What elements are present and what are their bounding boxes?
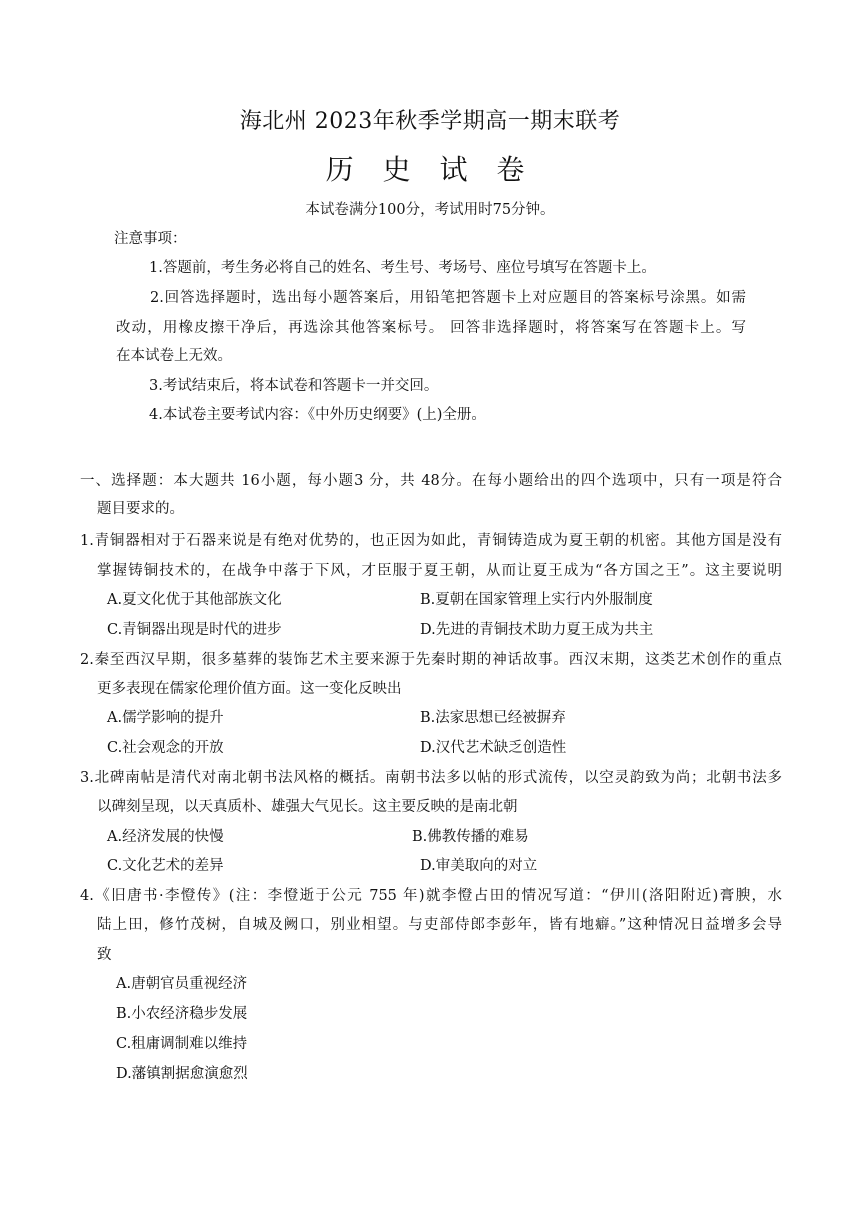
q1-stem-line-1: 1.青铜器相对于石器来说是有绝对优势的，也正因为如此，青铜铸造成为夏王朝的机密。其他方国是没有 [80,533,782,549]
q4-stem-line-3: 致 [97,947,112,963]
subject-title: 历 史 试 卷 [325,153,535,186]
q4-option-c: C.租庸调制难以维持 [116,1036,248,1052]
q4-option-d: D.藩镇割据愈演愈烈 [116,1066,248,1082]
section-heading-line-1: 一、选择题：本大题共 16小题，每小题3 分，共 48分。在每小题给出的四个选项中，只有一项是符合 [80,473,782,489]
note-item-3: 3.考试结束后，将本试卷和答题卡一并交回。 [149,378,439,394]
section-heading-line-2: 题目要求的。 [97,501,184,517]
q3-option-d: D.审美取向的对立 [420,858,538,874]
q3-option-a: A.经济发展的快慢 [107,829,224,845]
q1-option-c: C.青铜器出现是时代的进步 [107,622,282,638]
q1-stem-line-2: 掌握铸铜技术的，在战争中落于下风，才臣服于夏王朝，从而让夏王成为“各方国之王”。这主要说明 [97,563,782,579]
q4-option-a: A.唐朝官员重视经济 [116,976,248,992]
q2-option-a: A.儒学影响的提升 [107,710,224,726]
q1-option-b: B.夏朝在国家管理上实行内外服制度 [420,592,653,608]
exam-title: 海北州 2023年秋季学期高一期末联考 [239,109,621,134]
q1-option-a: A.夏文化优于其他部族文化 [107,592,282,608]
q2-stem-line-2: 更多表现在儒家伦理价值方面。这一变化反映出 [97,681,402,697]
note-item-1: 1.答题前，考生务必将自己的姓名、考生号、考场号、座位号填写在答题卡上。 [149,260,656,276]
q3-option-c: C.文化艺术的差异 [107,858,224,874]
q4-option-b: B.小农经济稳步发展 [116,1006,248,1022]
note-item-2-line-3: 在本试卷上无效。 [116,348,232,364]
q2-option-b: B.法家思想已经被摒弃 [420,710,566,726]
q1-option-d: D.先进的青铜技术助力夏王成为共主 [420,622,654,638]
q2-stem-line-1: 2.秦至西汉早期，很多墓葬的装饰艺术主要来源于先秦时期的神话故事。西汉末期，这类艺术创作的重点 [80,652,782,668]
note-item-4: 4.本试卷主要考试内容：《中外历史纲要》(上)全册。 [149,407,486,423]
exam-subtitle: 本试卷满分100分，考试用时75分钟。 [305,202,555,218]
q2-option-c: C.社会观念的开放 [107,740,224,756]
note-item-2-line-1: 2.回答选择题时，选出每小题答案后，用铅笔把答题卡上对应题目的答案标号涂黑。如需 [150,290,746,306]
q3-stem-line-1: 3.北碑南帖是清代对南北朝书法风格的概括。南朝书法多以帖的形式流传，以空灵韵致为尚；北朝书法多 [80,770,782,786]
q3-stem-line-2: 以碑刻呈现，以天真质朴、雄强大气见长。这主要反映的是南北朝 [97,799,518,815]
q3-option-b: B.佛教传播的难易 [412,829,529,845]
q4-stem-line-2: 陆上田，修竹茂树，自城及阙口，别业相望。与吏部侍郎李彭年，皆有地癖。”这种情况日益增多会导 [97,917,782,933]
q4-stem-line-1: 4.《旧唐书·李憕传》(注：李憕逝于公元 755 年)就李憕占田的情况写道：“伊川(洛阳附近)膏腴，水 [80,888,782,904]
q2-option-d: D.汉代艺术缺乏创造性 [420,740,567,756]
note-item-2-line-2: 改动，用橡皮擦干净后，再选涂其他答案标号。 回答非选择题时，将答案写在答题卡上。写 [116,320,746,336]
notes-heading: 注意事项： [114,231,187,247]
